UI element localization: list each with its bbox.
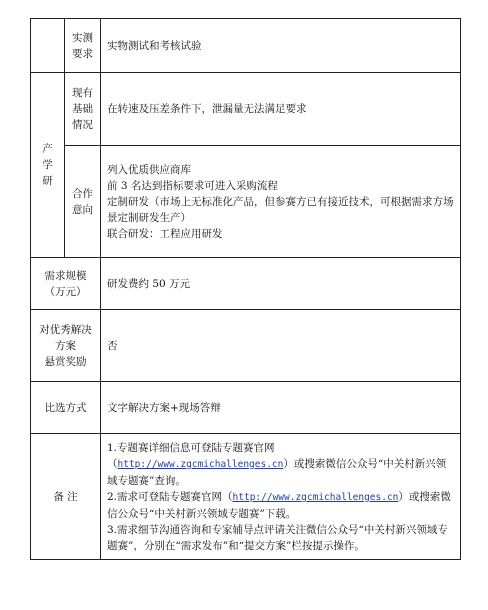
remark-3: 3.需求细节沟通咨询和专家辅导点评请关注微信公众号“中关村新兴领域专题赛”，分别在“需求发布”和“提交方案”栏按提示操作。 xyxy=(107,523,448,552)
row-selection-method xyxy=(31,382,461,434)
label-industry-academia-research: 产 学 研 xyxy=(31,73,65,258)
label-cooperation-intent: 合作 意向 xyxy=(65,146,101,258)
row-existing-basis xyxy=(31,73,461,146)
value-demand-scale: 研发费约 50 万元 xyxy=(101,258,461,310)
label-reward: 对优秀解决 方案 悬赏奖励 xyxy=(31,310,101,382)
row-demand-scale xyxy=(31,258,461,310)
label-test-requirement: 实测 要求 xyxy=(65,19,101,73)
remark-1: 1.专题赛详细信息可登陆专题赛官网（http://www.zgcmichallenges.cn）或搜索微信公众号“中关村新兴领域专题赛”查询。 xyxy=(107,441,447,487)
value-test-requirement: 实物测试和考核试验 xyxy=(101,19,461,73)
value-selection-method: 文字解决方案+现场答辩 xyxy=(101,382,461,434)
row-cooperation-intent xyxy=(31,146,461,258)
official-site-link-1[interactable]: http://www.zgcmichallenges.cn xyxy=(117,458,284,470)
label-demand-scale: 需求规模 （万元） xyxy=(31,258,101,310)
requirement-table xyxy=(30,18,461,560)
label-remarks: 备 注 xyxy=(31,434,101,560)
value-reward: 否 xyxy=(101,310,461,382)
row-remarks xyxy=(31,434,461,560)
remark-2: 2.需求可登陆专题赛官网（http://www.zgcmichallenges.cn）或搜索微信公众号“中关村新兴领域专题赛”下载。 xyxy=(107,490,451,520)
blank-cell xyxy=(31,19,65,73)
row-test-requirement xyxy=(31,19,461,73)
value-cooperation-intent: 列入优质供应商库 前 3 名达到指标要求可进入采购流程 定制研发（市场上无标准化产品，但参赛方已有接近技术，可根据需求方场景定制研发生产） 联合研发：工程应用研发 xyxy=(101,146,461,258)
official-site-link-2[interactable]: http://www.zgcmichallenges.cn xyxy=(232,491,399,503)
value-existing-basis: 在转速及压差条件下，泄漏量无法满足要求 xyxy=(101,73,461,146)
row-reward xyxy=(31,310,461,382)
label-selection-method: 比选方式 xyxy=(31,382,101,434)
value-remarks xyxy=(101,434,461,560)
label-existing-basis: 现有 基础 情况 xyxy=(65,73,101,146)
